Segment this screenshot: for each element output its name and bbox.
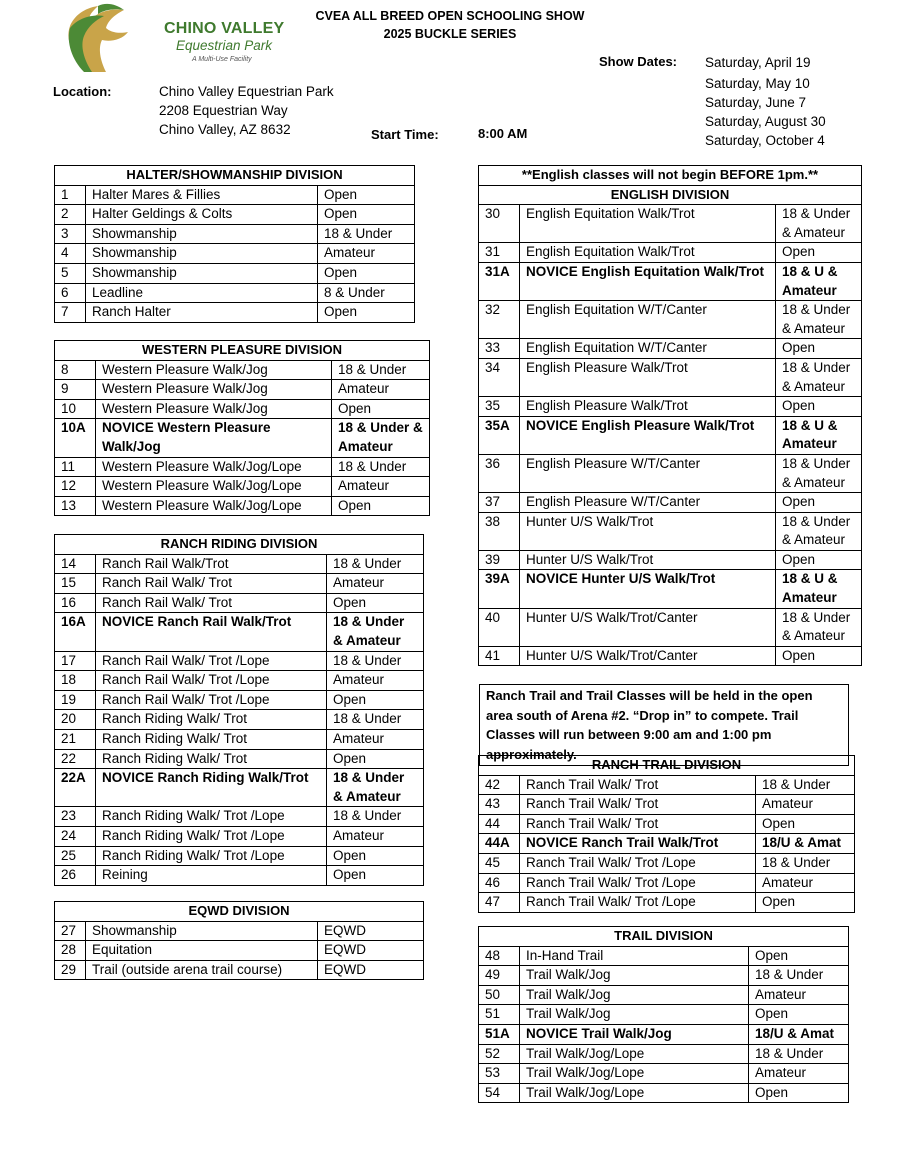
class-number: 41 bbox=[479, 646, 520, 666]
class-number: 15 bbox=[55, 574, 96, 594]
class-number: 46 bbox=[479, 873, 520, 893]
class-eligibility: Open bbox=[327, 866, 424, 886]
class-row-43 bbox=[479, 795, 855, 815]
class-row-13 bbox=[55, 496, 430, 516]
class-eligibility: Amateur bbox=[318, 244, 415, 264]
class-row-46 bbox=[479, 873, 855, 893]
class-row-44 bbox=[479, 814, 855, 834]
class-number: 34 bbox=[479, 358, 520, 396]
class-number: 22A bbox=[55, 769, 96, 807]
show-dates-label: Show Dates: bbox=[599, 54, 678, 69]
class-number: 12 bbox=[55, 477, 96, 497]
class-row-10 bbox=[55, 399, 430, 419]
class-eligibility: Amateur bbox=[327, 574, 424, 594]
class-name: Hunter U/S Walk/Trot/Canter bbox=[520, 608, 776, 646]
class-eligibility: Open bbox=[318, 185, 415, 205]
class-number: 7 bbox=[55, 303, 86, 323]
class-number: 29 bbox=[55, 960, 86, 980]
class-eligibility: EQWD bbox=[318, 960, 424, 980]
class-row-32 bbox=[479, 301, 862, 339]
class-number: 10 bbox=[55, 399, 96, 419]
class-row-38 bbox=[479, 512, 862, 550]
class-name: Ranch Rail Walk/ Trot /Lope bbox=[96, 690, 327, 710]
class-name: Ranch Rail Walk/ Trot bbox=[96, 593, 327, 613]
division-title: WESTERN PLEASURE DIVISION bbox=[55, 341, 430, 361]
class-name: English Equitation Walk/Trot bbox=[520, 243, 776, 263]
show-date: Saturday, August 30 bbox=[705, 114, 826, 129]
class-eligibility: 18 & Under bbox=[749, 1044, 849, 1064]
class-eligibility: Open bbox=[749, 1005, 849, 1025]
division-title: TRAIL DIVISION bbox=[479, 927, 849, 947]
trail-classes-note: Ranch Trail and Trail Classes will be held in the open area south of Arena #2. “Drop in” to compete. Trail Classes will run between 9:00 am and 1:00 pm approximately. bbox=[479, 684, 849, 766]
class-row-52 bbox=[479, 1044, 849, 1064]
class-name: Showmanship bbox=[86, 263, 318, 283]
class-eligibility: 18 & Under bbox=[332, 457, 430, 477]
class-name: Trail Walk/Jog bbox=[520, 1005, 749, 1025]
class-row-5 bbox=[55, 263, 415, 283]
trail-division-table bbox=[478, 926, 849, 1103]
class-name: Trail Walk/Jog bbox=[520, 985, 749, 1005]
class-eligibility: 18 & U & Amateur bbox=[776, 416, 862, 454]
english-division-table bbox=[478, 165, 862, 666]
class-number: 44 bbox=[479, 814, 520, 834]
class-number: 31 bbox=[479, 243, 520, 263]
class-name: Ranch Trail Walk/ Trot /Lope bbox=[520, 893, 756, 913]
class-number: 10A bbox=[55, 419, 96, 457]
class-number: 54 bbox=[479, 1083, 520, 1103]
class-row-51a bbox=[479, 1024, 849, 1044]
class-row-37 bbox=[479, 493, 862, 513]
class-row-16 bbox=[55, 593, 424, 613]
english-start-notice: **English classes will not begin BEFORE 1pm.** bbox=[479, 166, 862, 186]
start-time-label: Start Time: bbox=[371, 127, 439, 142]
logo-name: CHINO VALLEY bbox=[164, 20, 285, 37]
class-eligibility: 18/U & Amat bbox=[756, 834, 855, 854]
class-name: Ranch Riding Walk/ Trot bbox=[96, 729, 327, 749]
class-number: 32 bbox=[479, 301, 520, 339]
class-row-31a bbox=[479, 262, 862, 300]
show-date: Saturday, October 4 bbox=[705, 133, 825, 148]
class-eligibility: 18 & Under & Amateur bbox=[327, 769, 424, 807]
class-name: Ranch Rail Walk/ Trot /Lope bbox=[96, 671, 327, 691]
class-row-20 bbox=[55, 710, 424, 730]
class-eligibility: Open bbox=[756, 814, 855, 834]
class-eligibility: Open bbox=[756, 893, 855, 913]
class-row-12 bbox=[55, 477, 430, 497]
class-eligibility: Open bbox=[318, 263, 415, 283]
class-number: 37 bbox=[479, 493, 520, 513]
class-row-9 bbox=[55, 380, 430, 400]
class-name: Western Pleasure Walk/Jog bbox=[96, 360, 332, 380]
class-eligibility: Amateur bbox=[327, 826, 424, 846]
class-eligibility: 18 & Under & Amateur bbox=[776, 608, 862, 646]
class-number: 43 bbox=[479, 795, 520, 815]
class-number: 45 bbox=[479, 853, 520, 873]
class-row-22 bbox=[55, 749, 424, 769]
class-row-26 bbox=[55, 866, 424, 886]
class-eligibility: Open bbox=[776, 243, 862, 263]
class-row-23 bbox=[55, 807, 424, 827]
class-eligibility: Amateur bbox=[332, 380, 430, 400]
halter-showmanship-division-table bbox=[54, 165, 415, 323]
class-eligibility: 18 & Under & Amateur bbox=[327, 613, 424, 651]
class-name: NOVICE English Equitation Walk/Trot bbox=[520, 262, 776, 300]
class-eligibility: 18 & Under & Amateur bbox=[776, 454, 862, 492]
class-number: 35A bbox=[479, 416, 520, 454]
class-name: Ranch Trail Walk/ Trot bbox=[520, 775, 756, 795]
class-name: Showmanship bbox=[86, 224, 318, 244]
class-row-17 bbox=[55, 651, 424, 671]
class-number: 9 bbox=[55, 380, 96, 400]
class-row-27 bbox=[55, 921, 424, 941]
class-name: Trail (outside arena trail course) bbox=[86, 960, 318, 980]
class-number: 36 bbox=[479, 454, 520, 492]
class-eligibility: Amateur bbox=[749, 985, 849, 1005]
class-number: 20 bbox=[55, 710, 96, 730]
class-row-4 bbox=[55, 244, 415, 264]
class-number: 51 bbox=[479, 1005, 520, 1025]
class-eligibility: EQWD bbox=[318, 921, 424, 941]
class-name: NOVICE Ranch Trail Walk/Trot bbox=[520, 834, 756, 854]
class-number: 17 bbox=[55, 651, 96, 671]
division-title: HALTER/SHOWMANSHIP DIVISION bbox=[55, 166, 415, 186]
class-number: 6 bbox=[55, 283, 86, 303]
class-name: Leadline bbox=[86, 283, 318, 303]
class-eligibility: 18 & Under bbox=[327, 554, 424, 574]
class-row-40 bbox=[479, 608, 862, 646]
class-number: 38 bbox=[479, 512, 520, 550]
class-eligibility: Open bbox=[776, 493, 862, 513]
class-name: Trail Walk/Jog bbox=[520, 966, 749, 986]
class-number: 8 bbox=[55, 360, 96, 380]
class-eligibility: 18 & Under bbox=[318, 224, 415, 244]
class-name: Showmanship bbox=[86, 244, 318, 264]
class-row-36 bbox=[479, 454, 862, 492]
class-number: 21 bbox=[55, 729, 96, 749]
class-eligibility: Open bbox=[327, 749, 424, 769]
class-number: 11 bbox=[55, 457, 96, 477]
class-row-28 bbox=[55, 941, 424, 961]
class-row-49 bbox=[479, 966, 849, 986]
class-name: Ranch Riding Walk/ Trot /Lope bbox=[96, 826, 327, 846]
division-title: RANCH RIDING DIVISION bbox=[55, 535, 424, 555]
class-name: Western Pleasure Walk/Jog/Lope bbox=[96, 457, 332, 477]
class-number: 19 bbox=[55, 690, 96, 710]
class-number: 35 bbox=[479, 397, 520, 417]
class-name: Western Pleasure Walk/Jog/Lope bbox=[96, 496, 332, 516]
class-eligibility: 18 & Under bbox=[327, 651, 424, 671]
class-name: Ranch Trail Walk/ Trot bbox=[520, 814, 756, 834]
class-name: English Pleasure Walk/Trot bbox=[520, 397, 776, 417]
ranch-trail-division-table bbox=[478, 755, 855, 913]
class-row-6 bbox=[55, 283, 415, 303]
class-eligibility: Open bbox=[332, 496, 430, 516]
class-eligibility: Amateur bbox=[327, 671, 424, 691]
class-eligibility: 18 & Under bbox=[756, 853, 855, 873]
class-name: Hunter U/S Walk/Trot bbox=[520, 550, 776, 570]
class-eligibility: Amateur bbox=[749, 1064, 849, 1084]
location-label: Location: bbox=[53, 84, 112, 99]
class-name: Ranch Riding Walk/ Trot /Lope bbox=[96, 807, 327, 827]
class-row-21 bbox=[55, 729, 424, 749]
class-name: NOVICE English Pleasure Walk/Trot bbox=[520, 416, 776, 454]
class-eligibility: 18/U & Amat bbox=[749, 1024, 849, 1044]
class-number: 51A bbox=[479, 1024, 520, 1044]
western-pleasure-division-table bbox=[54, 340, 430, 516]
class-name: English Pleasure W/T/Canter bbox=[520, 493, 776, 513]
class-row-53 bbox=[479, 1064, 849, 1084]
class-name: Ranch Trail Walk/ Trot /Lope bbox=[520, 873, 756, 893]
class-row-50 bbox=[479, 985, 849, 1005]
class-number: 53 bbox=[479, 1064, 520, 1084]
class-row-35a bbox=[479, 416, 862, 454]
class-name: NOVICE Hunter U/S Walk/Trot bbox=[520, 570, 776, 608]
class-name: Reining bbox=[96, 866, 327, 886]
class-eligibility: Open bbox=[776, 397, 862, 417]
class-name: Ranch Rail Walk/ Trot bbox=[96, 574, 327, 594]
class-number: 3 bbox=[55, 224, 86, 244]
class-row-41 bbox=[479, 646, 862, 666]
class-number: 14 bbox=[55, 554, 96, 574]
class-row-16a bbox=[55, 613, 424, 651]
class-name: Ranch Rail Walk/ Trot /Lope bbox=[96, 651, 327, 671]
class-number: 30 bbox=[479, 205, 520, 243]
class-row-54 bbox=[479, 1083, 849, 1103]
class-row-42 bbox=[479, 775, 855, 795]
park-logo bbox=[58, 2, 298, 74]
class-eligibility: Open bbox=[318, 205, 415, 225]
class-number: 22 bbox=[55, 749, 96, 769]
class-number: 25 bbox=[55, 846, 96, 866]
division-title: RANCH TRAIL DIVISION bbox=[479, 756, 855, 776]
class-number: 49 bbox=[479, 966, 520, 986]
start-time-value: 8:00 AM bbox=[478, 126, 528, 141]
class-number: 13 bbox=[55, 496, 96, 516]
class-number: 42 bbox=[479, 775, 520, 795]
class-eligibility: 18 & Under bbox=[749, 966, 849, 986]
class-row-33 bbox=[479, 339, 862, 359]
class-name: Ranch Trail Walk/ Trot bbox=[520, 795, 756, 815]
class-eligibility: 18 & Under & Amateur bbox=[776, 205, 862, 243]
class-number: 5 bbox=[55, 263, 86, 283]
class-name: Showmanship bbox=[86, 921, 318, 941]
class-eligibility: 18 & Under bbox=[327, 710, 424, 730]
class-eligibility: 18 & Under bbox=[756, 775, 855, 795]
class-number: 50 bbox=[479, 985, 520, 1005]
class-row-18 bbox=[55, 671, 424, 691]
class-name: English Equitation Walk/Trot bbox=[520, 205, 776, 243]
show-title: CVEA ALL BREED OPEN SCHOOLING SHOW bbox=[315, 9, 585, 23]
class-number: 39A bbox=[479, 570, 520, 608]
class-eligibility: Amateur bbox=[756, 795, 855, 815]
class-eligibility: EQWD bbox=[318, 941, 424, 961]
class-name: Ranch Trail Walk/ Trot /Lope bbox=[520, 853, 756, 873]
class-eligibility: Open bbox=[327, 690, 424, 710]
class-name: Western Pleasure Walk/Jog bbox=[96, 399, 332, 419]
class-name: Hunter U/S Walk/Trot/Canter bbox=[520, 646, 776, 666]
class-row-31 bbox=[479, 243, 862, 263]
location-line: Chino Valley Equestrian Park bbox=[159, 84, 334, 99]
class-number: 33 bbox=[479, 339, 520, 359]
class-row-29 bbox=[55, 960, 424, 980]
class-name: NOVICE Ranch Riding Walk/Trot bbox=[96, 769, 327, 807]
class-row-39a bbox=[479, 570, 862, 608]
class-number: 52 bbox=[479, 1044, 520, 1064]
class-eligibility: 18 & Under bbox=[332, 360, 430, 380]
class-row-51 bbox=[479, 1005, 849, 1025]
class-number: 26 bbox=[55, 866, 96, 886]
class-eligibility: 18 & U & Amateur bbox=[776, 570, 862, 608]
class-name: Equitation bbox=[86, 941, 318, 961]
ranch-riding-division-table bbox=[54, 534, 424, 886]
class-name: Trail Walk/Jog/Lope bbox=[520, 1083, 749, 1103]
class-eligibility: Open bbox=[776, 646, 862, 666]
class-name: Hunter U/S Walk/Trot bbox=[520, 512, 776, 550]
class-row-3 bbox=[55, 224, 415, 244]
class-row-7 bbox=[55, 303, 415, 323]
class-row-2 bbox=[55, 205, 415, 225]
division-title: ENGLISH DIVISION bbox=[479, 185, 862, 205]
class-row-47 bbox=[479, 893, 855, 913]
class-eligibility: Amateur bbox=[756, 873, 855, 893]
class-number: 31A bbox=[479, 262, 520, 300]
class-name: Ranch Halter bbox=[86, 303, 318, 323]
class-eligibility: Open bbox=[749, 946, 849, 966]
class-eligibility: Open bbox=[332, 399, 430, 419]
class-row-24 bbox=[55, 826, 424, 846]
show-date: Saturday, April 19 bbox=[705, 55, 811, 70]
class-eligibility: 18 & Under & Amateur bbox=[332, 419, 430, 457]
logo-tagline: A Multi-Use Facility bbox=[192, 56, 252, 63]
series-title: 2025 BUCKLE SERIES bbox=[383, 27, 517, 41]
class-eligibility: 18 & Under & Amateur bbox=[776, 358, 862, 396]
class-number: 27 bbox=[55, 921, 86, 941]
class-name: NOVICE Western Pleasure Walk/Jog bbox=[96, 419, 332, 457]
class-row-11 bbox=[55, 457, 430, 477]
class-row-1 bbox=[55, 185, 415, 205]
class-row-34 bbox=[479, 358, 862, 396]
class-row-45 bbox=[479, 853, 855, 873]
class-row-48 bbox=[479, 946, 849, 966]
class-number: 40 bbox=[479, 608, 520, 646]
class-row-15 bbox=[55, 574, 424, 594]
class-number: 28 bbox=[55, 941, 86, 961]
class-number: 16A bbox=[55, 613, 96, 651]
class-eligibility: Open bbox=[327, 593, 424, 613]
division-title: EQWD DIVISION bbox=[55, 902, 424, 922]
location-line: 2208 Equestrian Way bbox=[159, 103, 288, 118]
class-name: Trail Walk/Jog/Lope bbox=[520, 1044, 749, 1064]
class-name: NOVICE Trail Walk/Jog bbox=[520, 1024, 749, 1044]
show-date: Saturday, June 7 bbox=[705, 95, 807, 110]
class-row-22a bbox=[55, 769, 424, 807]
class-row-30 bbox=[479, 205, 862, 243]
class-name: Trail Walk/Jog/Lope bbox=[520, 1064, 749, 1084]
horse-head-icon bbox=[58, 2, 168, 74]
class-row-39 bbox=[479, 550, 862, 570]
class-eligibility: 8 & Under bbox=[318, 283, 415, 303]
class-name: Ranch Riding Walk/ Trot bbox=[96, 710, 327, 730]
class-row-19 bbox=[55, 690, 424, 710]
class-eligibility: Open bbox=[318, 303, 415, 323]
class-number: 48 bbox=[479, 946, 520, 966]
location-line: Chino Valley, AZ 8632 bbox=[159, 122, 291, 137]
class-name: English Equitation W/T/Canter bbox=[520, 339, 776, 359]
class-eligibility: Open bbox=[327, 846, 424, 866]
class-name: Ranch Rail Walk/Trot bbox=[96, 554, 327, 574]
class-name: English Pleasure Walk/Trot bbox=[520, 358, 776, 396]
class-name: NOVICE Ranch Rail Walk/Trot bbox=[96, 613, 327, 651]
class-eligibility: 18 & Under & Amateur bbox=[776, 301, 862, 339]
class-eligibility: 18 & Under bbox=[327, 807, 424, 827]
class-row-35 bbox=[479, 397, 862, 417]
class-number: 1 bbox=[55, 185, 86, 205]
class-number: 4 bbox=[55, 244, 86, 264]
class-number: 39 bbox=[479, 550, 520, 570]
class-eligibility: Open bbox=[776, 339, 862, 359]
class-row-44a bbox=[479, 834, 855, 854]
class-row-25 bbox=[55, 846, 424, 866]
class-name: In-Hand Trail bbox=[520, 946, 749, 966]
class-name: English Pleasure W/T/Canter bbox=[520, 454, 776, 492]
class-name: English Equitation W/T/Canter bbox=[520, 301, 776, 339]
eqwd-division-table bbox=[54, 901, 424, 980]
show-date: Saturday, May 10 bbox=[705, 76, 810, 91]
class-eligibility: Amateur bbox=[332, 477, 430, 497]
class-name: Western Pleasure Walk/Jog/Lope bbox=[96, 477, 332, 497]
class-eligibility: Open bbox=[776, 550, 862, 570]
class-number: 18 bbox=[55, 671, 96, 691]
class-eligibility: Open bbox=[749, 1083, 849, 1103]
class-number: 47 bbox=[479, 893, 520, 913]
class-number: 2 bbox=[55, 205, 86, 225]
logo-subtitle: Equestrian Park bbox=[176, 38, 273, 53]
class-eligibility: Amateur bbox=[327, 729, 424, 749]
class-row-10a bbox=[55, 419, 430, 457]
class-number: 16 bbox=[55, 593, 96, 613]
class-name: Ranch Riding Walk/ Trot /Lope bbox=[96, 846, 327, 866]
class-number: 23 bbox=[55, 807, 96, 827]
class-name: Ranch Riding Walk/ Trot bbox=[96, 749, 327, 769]
class-name: Halter Geldings & Colts bbox=[86, 205, 318, 225]
class-row-14 bbox=[55, 554, 424, 574]
class-number: 24 bbox=[55, 826, 96, 846]
class-name: Halter Mares & Fillies bbox=[86, 185, 318, 205]
class-eligibility: 18 & U & Amateur bbox=[776, 262, 862, 300]
class-number: 44A bbox=[479, 834, 520, 854]
class-name: Western Pleasure Walk/Jog bbox=[96, 380, 332, 400]
class-eligibility: 18 & Under & Amateur bbox=[776, 512, 862, 550]
class-row-8 bbox=[55, 360, 430, 380]
